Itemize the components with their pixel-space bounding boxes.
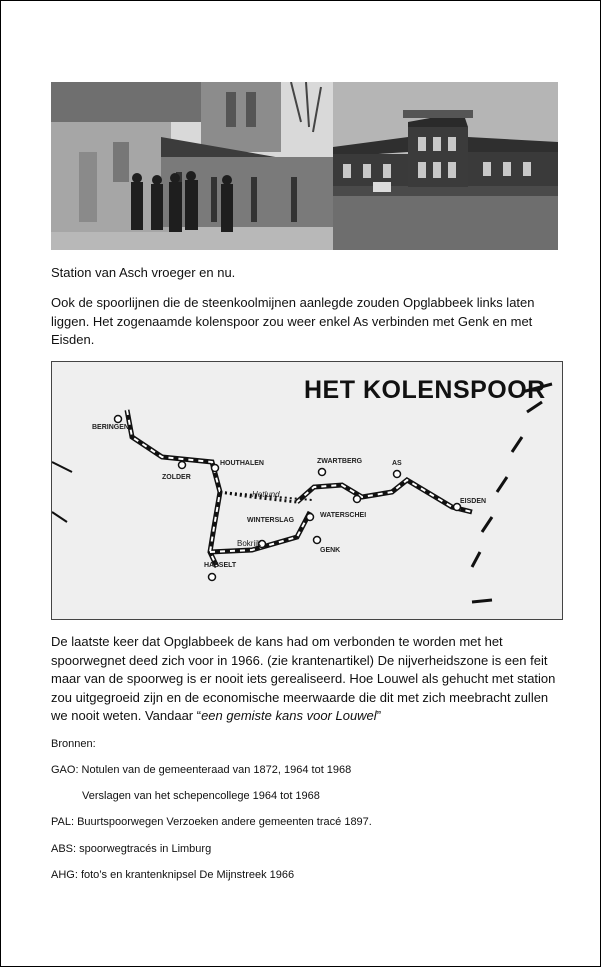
map-label-waterschei: WATERSCHEI <box>320 512 367 519</box>
map-label-beringen: BERINGEN <box>92 424 129 431</box>
kolenspoor-map <box>51 361 563 620</box>
map-label-zwartberg: ZWARTBERG <box>317 458 363 465</box>
map-label-eisden: EISDEN <box>460 498 487 505</box>
paragraph-missed-chance <box>51 633 566 726</box>
source-abs: ABS: spoorwegtracés in Limburg <box>51 843 212 855</box>
current-station-photo <box>333 82 558 250</box>
source-ahg: AHG: foto’s en krantenknipsel De Mijnstreek 1966 <box>51 869 295 881</box>
quote-missed-chance: een gemiste kans voor Louwel <box>201 708 377 723</box>
map-label-winterslag: WINTERSLAG <box>247 517 295 524</box>
source-gao-continued: Verslagen van het schepencollege 1964 tot 1968 <box>82 790 320 802</box>
map-title: HET KOLENSPOOR <box>304 376 546 404</box>
paragraph-railways: Ook de spoorlijnen die de steenkoolmijnen aanlegde zouden Opglabbeek links laten liggen. Het zogenaamde kolenspoor zou weer enkel As verbinden met Genk en met Eisden. <box>51 295 535 347</box>
map-label-houthalen: HOUTHALEN <box>220 460 264 467</box>
map-label-hasselt: HASSELT <box>204 562 237 569</box>
quote-close: ” <box>376 708 382 723</box>
old-station-photo <box>51 82 333 250</box>
map-label-hetlund: Hetlund <box>252 490 280 499</box>
map-label-genk: GENK <box>320 547 341 554</box>
map-label-zolder: ZOLDER <box>162 474 191 481</box>
paragraph-missed-chance-text: De laatste keer dat Opglabbeek de kans had om verbonden te worden met het spoorwegnet deed zich voor in 1966. (zie krantenartikel) De nijverheidszone is een feit maar van de spoorweg is er nooit iets gerealiseerd. Hoe Louwel als gehucht met station zou uitgegroeid zijn en de economische meerwaarde die dit met zich meebracht zullen we nooit weten. Vandaar “ <box>51 634 556 723</box>
photo-caption: Station van Asch vroeger en nu. <box>51 265 236 280</box>
source-gao: GAO: Notulen van de gemeenteraad van 1872, 1964 tot 1968 <box>51 764 352 776</box>
sources-heading: Bronnen: <box>51 738 96 750</box>
source-pal: PAL: Buurtspoorwegen Verzoeken andere gemeenten tracé 1897. <box>51 816 372 828</box>
map-label-as: AS <box>392 460 402 467</box>
map-label-bokrijk: Bokrijk <box>237 539 262 548</box>
